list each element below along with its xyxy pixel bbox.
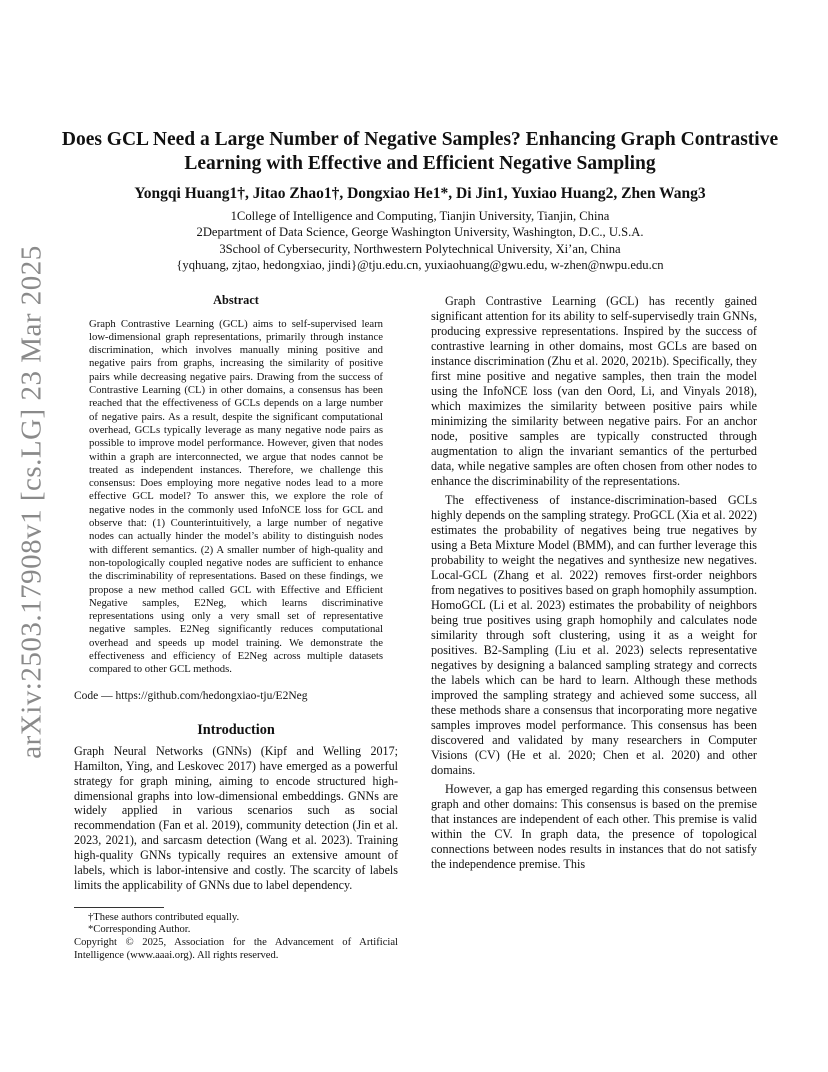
left-column xyxy=(74,293,398,962)
footnote-corresponding-author: *Corresponding Author. xyxy=(88,924,191,936)
introduction-paragraph-4: However, a gap has emerged regarding this consensus between graph and other domains: This consensus is based on the premise that instances are independent of each other. This premise is valid within the CV. In graph data, the presence of topological connections between nodes results in instances that do not satisfy the independence premise. This xyxy=(431,782,757,871)
arxiv-sidebar-stamp xyxy=(8,245,56,759)
footnote-equal-contribution: †These authors contributed equally. xyxy=(88,911,240,923)
abstract-text: Graph Contrastive Learning (GCL) aims to self-supervised learn low-dimensional graph representations, primarily through instance discrimination, which involves manually mining positive and negative pairs from graphs, increasing the similarity of positive pairs while decreasing negative pairs. Drawing from the success of Contrastive Learning (CL) in other domains, a consensus has been reached that the effectiveness of GCLs depends on a large number of negative pairs. As a result, despite the significant computational overhead, GCLs typically leverage as many negative node pairs as possible to improve model performance. However, given that nodes within a graph are interconnected, we argue that nodes cannot be treated as independent instances. Therefore, we challenge this consensus: Does employing more negative nodes lead to a more effective GCL model? To answer this, we explore the role of negative nodes in the commonly used InfoNCE loss for GCL and observe that: (1) Counterintuitively, a large number of negative nodes can actually hinder the model’s ability to distinguish nodes with different semantics. (2) A smaller number of high-quality and non-topologically coupled negative nodes are sufficient to enhance the discriminability of representations. Based on these findings, we propose a new method called GCL with Effective and Efficient Negative samples, E2Neg, which learns discriminative representations using only a very small set of representative negative samples. E2Neg significantly reduces computational overhead and speeds up model training. We demonstrate the effectiveness and efficiency of E2Neg across multiple datasets compared to other GCL methods. xyxy=(89,317,383,676)
author-emails: {yqhuang, zjtao, hedongxiao, jindi}@tju.edu.cn, yuxiaohuang@gwu.edu, w-zhen@nwpu.edu.cn xyxy=(176,257,664,272)
affiliation-2: 2Department of Data Science, George Washington University, Washington, D.C., U.S.A. xyxy=(196,225,644,240)
abstract-heading: Abstract xyxy=(213,293,259,307)
introduction-paragraph-3: The effectiveness of instance-discrimination-based GCLs highly depends on the sampling strategy. ProGCL (Xia et al. 2022) estimates the probability of negatives being true negatives by using a Beta Mixture Model (BMM), and can further leverage this probability to weight the negatives and synthesize new negatives. Local-GCL (Zhang et al. 2022) removes first-order neighbors from negatives to positives based on graph homophily assumption. HomoGCL (Li et al. 2023) estimates the probability of neighbors being true positives using graph homophily and calculates node similarity through soft clustering, using it as a weight for positives. B2-Sampling (Liu et al. 2023) selects representative negatives by designing a balanced sampling strategy and corrects the labels which can be hard to learn. Although these methods improved the sampling strategy and achieved some success, all these methods share a consensus that incorporating more negative samples improves model performance. This consensus has been discovered and validated by many researchers in Computer Visions (CV) (He et al. 2020; Chen et al. 2020) and other domains. xyxy=(431,493,757,777)
paper-title: Does GCL Need a Large Number of Negative Samples? Enhancing Graph Contrastive Learning with Effective and Efficient Negative Sampling xyxy=(61,129,779,174)
introduction-paragraph-1: Graph Neural Networks (GNNs) (Kipf and Welling 2017; Hamilton, Ying, and Leskovec 2017) have emerged as a powerful strategy for graph mining, aiming to encode structured high-dimensional graphs into low-dimensional embeddings. GNNs are widely applied in various scenarios such as social recommendation (Fan et al. 2019), community detection (Jin et al. 2023, 2021), and sarcasm detection (Wang et al. 2023). Training high-quality GNNs typically requires an extensive amount of labels, which is labor-intensive and costly. The scarcity of labels limits the applicability of GNNs due to label dependency. xyxy=(74,743,398,892)
affiliations xyxy=(60,208,780,273)
code-link[interactable]: Code — https://github.com/hedongxiao-tju/E2Neg xyxy=(74,689,308,702)
affiliation-3: 3School of Cybersecurity, Northwestern Polytechnical University, Xi’an, China xyxy=(219,241,621,256)
introduction-heading: Introduction xyxy=(197,722,275,739)
footnote-rule xyxy=(74,907,164,908)
copyright-notice: Copyright © 2025, Association for the Advancement of Artificial Intelligence (www.aaai.org). All rights reserved. xyxy=(74,937,398,961)
author-list: Yongqi Huang1†, Jitao Zhao1†, Dongxiao He1*, Di Jin1, Yuxiao Huang2, Zhen Wang3 xyxy=(134,185,706,202)
right-column xyxy=(431,294,757,872)
arxiv-identifier: arXiv:2503.17908v1 [cs.LG] 23 Mar 2025 xyxy=(15,245,48,759)
introduction-paragraph-2: Graph Contrastive Learning (GCL) has recently gained significant attention for its ability to self-supervisedly train GNNs, producing expressive representations. Inspired by the success of contrastive learning in other domains, most GCLs are based on instance discrimination (Zhu et al. 2020, 2021b). Specifically, they first mine positive and negative samples, then train the model using the InfoNCE loss (van den Oord, Li, and Vinyals 2018), which maximizes the similarity between positive pairs while minimizing the similarity between negative pairs. For an anchor node, positive samples are typically constructed through augmentation to align the invariant semantics of the perturbed data, while negative samples are often chosen from other nodes to enhance the discriminability of the representations. xyxy=(431,294,757,488)
affiliation-1: 1College of Intelligence and Computing, Tianjin University, Tianjin, China xyxy=(230,209,610,223)
